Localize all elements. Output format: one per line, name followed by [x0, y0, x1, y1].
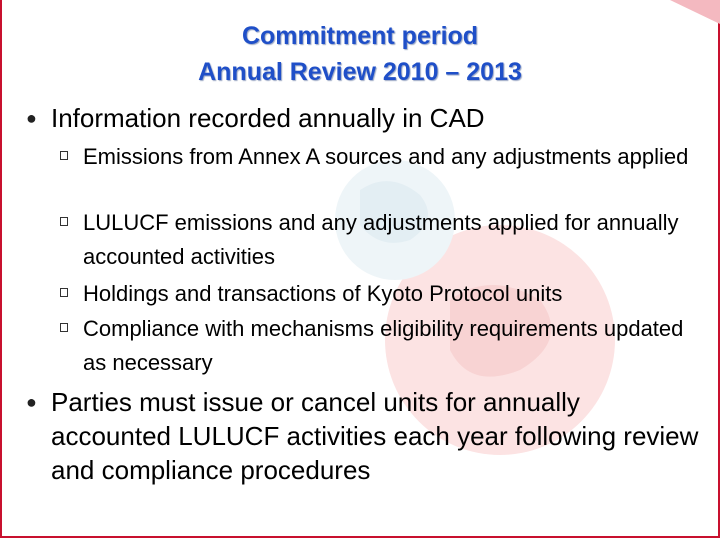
square-bullet-icon: [60, 151, 68, 160]
title-line-1: Commitment period: [241, 22, 479, 50]
slide-title: [0, 18, 720, 90]
bullet-text: Parties must issue or cancel units for annually accounted LULUCF activities each year following review and compliance procedures: [51, 387, 699, 485]
square-bullet-icon: [60, 288, 68, 297]
square-bullet-icon: [60, 323, 68, 332]
sub-bullet-text: Emissions from Annex A sources and any adjustments applied: [83, 144, 689, 169]
bullet-dot-icon: ●: [26, 108, 37, 128]
bullet-dot-icon: ●: [26, 392, 37, 412]
title-line-2: Annual Review 2010 – 2013: [198, 58, 522, 86]
sub-bullet-text: Compliance with mechanisms eligibility requirements updated as necessary: [83, 316, 684, 375]
sub-bullet-text: LULUCF emissions and any adjustments applied for annually accounted activities: [83, 210, 679, 269]
bullet-text: Information recorded annually in CAD: [51, 103, 485, 133]
sub-bullet-text: Holdings and transactions of Kyoto Protocol units: [83, 281, 563, 306]
square-bullet-icon: [60, 217, 68, 226]
